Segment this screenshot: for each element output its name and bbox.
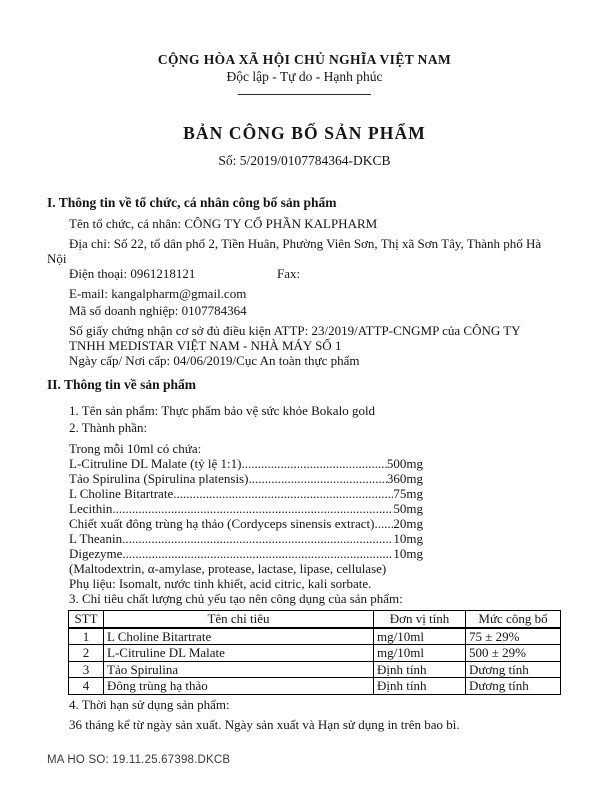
cell-criterion: Đông trùng hạ thảo: [104, 678, 374, 695]
certificate-line-1: Số giấy chứng nhận cơ sở đủ điều kiện ATTP: 23/2019/ATTP-CNGMP của CÔNG TY: [69, 323, 521, 338]
quality-table-row: [69, 678, 561, 695]
cell-stt: 3: [69, 661, 104, 678]
cell-unit: mg/10ml: [374, 628, 466, 645]
business-code: Mã số doanh nghiệp: 0107784364: [69, 303, 247, 318]
composition-heading: 2. Thành phần:: [69, 420, 148, 435]
excipients: Phụ liệu: Isomalt, nước tinh khiết, acid citric, kali sorbate.: [69, 576, 372, 591]
address-line-2: Nội: [47, 251, 67, 266]
document-title: BẢN CÔNG BỐ SẢN PHẨM: [183, 123, 426, 143]
quality-table-row: [69, 661, 561, 678]
cell-stt: 4: [69, 678, 104, 695]
ingredient-name: Lecithin: [69, 501, 113, 516]
cell-criterion: Tảo Spirulina: [104, 661, 374, 678]
cell-stt: 2: [69, 645, 104, 662]
header-criterion: Tên chỉ tiêu: [104, 611, 374, 628]
product-name: 1. Tên sản phẩm: Thực phẩm bảo vệ sức khỏe Bokalo gold: [69, 403, 376, 418]
document-number: Số: 5/2019/0107784364-DKCB: [218, 153, 391, 168]
dot-leader: [173, 486, 393, 501]
cell-declared-level: 500 ± 29%: [466, 645, 561, 662]
header-unit: Đơn vị tính: [374, 611, 466, 628]
quality-table: [68, 610, 561, 695]
dot-leader: [374, 516, 393, 531]
composition-list: [47, 441, 562, 591]
ingredient-row: [69, 546, 423, 561]
email-value: E-mail: kangalpharm@gmail.com: [69, 286, 247, 301]
phone-value: Điện thoại: 0961218121: [69, 266, 196, 281]
cell-unit: mg/10ml: [374, 645, 466, 662]
phone-fax-row: [47, 266, 562, 281]
issue-info: Ngày cấp/ Nơi cấp: 04/06/2019/Cục An toàn thực phẩm: [69, 353, 360, 368]
header-declared-level: Mức công bố: [466, 611, 561, 628]
dot-leader: [241, 456, 386, 471]
ingredient-row: [69, 531, 423, 546]
ingredient-row: [69, 516, 423, 531]
dot-leader: [112, 501, 393, 516]
org-name: Tên tổ chức, cá nhân: CÔNG TY CỔ PHẦN KALPHARM: [69, 216, 378, 231]
header-stt: STT: [69, 611, 104, 628]
certificate-line-2: TNHH MEDISTAR VIỆT NAM - NHÀ MÁY SỐ 1: [69, 338, 342, 353]
ingredient-name: Digezyme: [69, 546, 123, 561]
ingredient-amount: 10mg: [393, 531, 423, 546]
document-header: [47, 52, 562, 169]
cell-declared-level: 75 ± 29%: [466, 628, 561, 645]
ingredient-amount: 20mg: [393, 516, 423, 531]
cell-unit: Định tính: [374, 661, 466, 678]
ingredient-amount: 10mg: [393, 546, 423, 561]
national-title: CỘNG HÒA XÃ HỘI CHỦ NGHĨA VIỆT NAM: [157, 52, 452, 67]
cell-declared-level: Dương tính: [466, 678, 561, 695]
file-code: MA HO SO: 19.11.25.67398.DKCB: [47, 754, 231, 766]
shelf-life-text: 36 tháng kể từ ngày sản xuất. Ngày sản xuất và Hạn sử dụng in trên bao bì.: [69, 716, 460, 732]
dot-leader: [248, 471, 386, 486]
ingredient-amount: 500mg: [386, 456, 423, 471]
fax-label: Fax:: [277, 266, 301, 281]
header-divider-line: [238, 94, 371, 95]
composition-intro: Trong mỗi 10ml có chứa:: [69, 441, 202, 456]
ingredient-name: L Theanin: [69, 531, 123, 546]
cell-stt: 1: [69, 628, 104, 645]
ingredient-name: L Choline Bitartrate: [69, 486, 174, 501]
national-motto: Độc lập - Tự do - Hạnh phúc: [226, 69, 383, 84]
dot-leader: [122, 531, 393, 546]
cell-declared-level: Dương tính: [466, 661, 561, 678]
ingredient-amount: 75mg: [393, 486, 423, 501]
ingredient-name: Chiết xuất đông trùng hạ thảo (Cordyceps sinensis extract): [69, 516, 375, 531]
ingredient-amount: 50mg: [393, 501, 423, 516]
ingredient-name: Tảo Spirulina (Spirulina platensis): [69, 471, 249, 486]
ingredient-name: L-Citruline DL Malate (tỷ lệ 1:1): [69, 456, 242, 471]
ingredient-row: [69, 471, 423, 486]
ingredient-row: [69, 501, 423, 516]
ingredient-row: [69, 456, 423, 471]
shelf-life-heading: 4. Thời hạn sử dụng sản phẩm:: [69, 696, 230, 712]
digezyme-note: (Maltodextrin, α-amylase, protease, lactase, lipase, cellulase): [69, 561, 387, 576]
ingredient-row: [69, 486, 423, 501]
section-2-heading: II. Thông tin về sản phẩm: [47, 377, 197, 392]
section-1-heading: I. Thông tin về tổ chức, cá nhân công bố sản phẩm: [47, 195, 337, 210]
dot-leader: [122, 546, 393, 561]
address-line-1: Địa chỉ: Số 22, tổ dân phố 2, Tiền Huân, Phường Viên Sơn, Thị xã Sơn Tây, Thành phố Hà: [69, 236, 542, 251]
quality-table-header-row: [69, 611, 561, 628]
cell-criterion: L-Citruline DL Malate: [104, 645, 374, 662]
cell-unit: Định tính: [374, 678, 466, 695]
quality-table-row: [69, 628, 561, 645]
cell-criterion: L Choline Bitartrate: [104, 628, 374, 645]
ingredient-amount: 360mg: [386, 471, 423, 486]
quality-table-row: [69, 645, 561, 662]
quality-heading: 3. Chỉ tiêu chất lượng chủ yếu tạo nên công dụng của sản phẩm:: [69, 591, 403, 606]
